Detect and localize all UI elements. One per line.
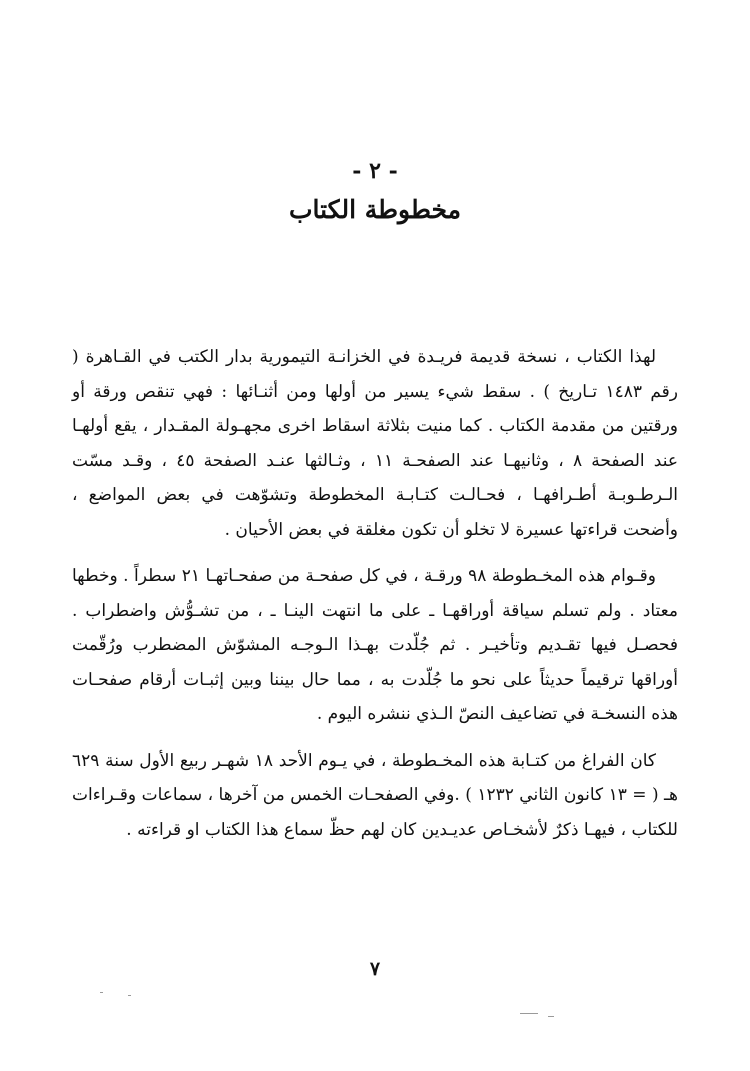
- page-number: ٧: [369, 958, 381, 980]
- paragraph-2: وقـوام هذه المخـطوطة ٩٨ ورقـة ، في كل صفحـة من صفحـاتهـا ٢١ سطراً . وخطها معتاد . ولم تسلم سياقة أوراقهـا ـ على ما انتهت الينـا ـ ، من تشـوُّش واضطراب . فحصـل فيها تقـديم وتأخيـر . ثم جُلّدت بهـذا الـوجـه المشوّش المضطرب ورُقّمت أوراقها ترقيماً حديثاً على نحو ما جُلّدت به ، مما حال بيننا وبين إثبـات أرقام صفحـات هذه النسخـة في تضاعيف النصّ الـذي ننشره اليوم .: [72, 566, 678, 724]
- page-title: مخطوطة الكتاب: [288, 195, 462, 224]
- paragraph-3: كان الفراغ من كتـابة هذه المخـطوطة ، في يـوم الأحد ١٨ شهـر ربيع الأول سنة ٦٢٩ هـ ( = ١٣ كانون الثاني ١٢٣٢ ) .وفي الصفحـات الخمس من آخرها ، سماعات وقـراءات للكتاب ، فيهـا ذكرٌ لأشخـاص عديـدين كان لهم حظّ سماع هذا الكتاب او قراءته .: [72, 750, 678, 840]
- body-text: [72, 340, 678, 859]
- scan-speck: [548, 1016, 554, 1017]
- scan-speck: [520, 1013, 538, 1014]
- scan-speck: [128, 995, 131, 996]
- section-number: - ٢ -: [352, 158, 398, 184]
- scan-speck: [100, 992, 103, 993]
- paragraph-1: لهذا الكتاب ، نسخة قديمة فريـدة في الخزانـة التيمورية بدار الكتب في القـاهرة ( رقم ١٤٨٣ تـاريخ ) . سقط شيء يسير من أولها ومن أثنـائها : فهي تنقص ورقة أو ورقتين من مقدمة الكتاب . كما منيت بثلاثة اسقاط اخرى مجهـولة المقـدار ، يقع أولهـا عند الصفحة ٨ ، وثانيهـا عند الصفحـة ١١ ، وثـالثها عنـد الصفحة ٤٥ ، وقـد مسّت الـرطـوبـة أطـرافهـا ، فحـالـت كتـابـة المخطوطة وتشوّهت في بعض المواضع ، وأضحت قراءتها عسيرة لا تخلو أن تكون مغلقة في بعض الأحيان .: [72, 347, 678, 540]
- chapter-heading: [0, 156, 750, 228]
